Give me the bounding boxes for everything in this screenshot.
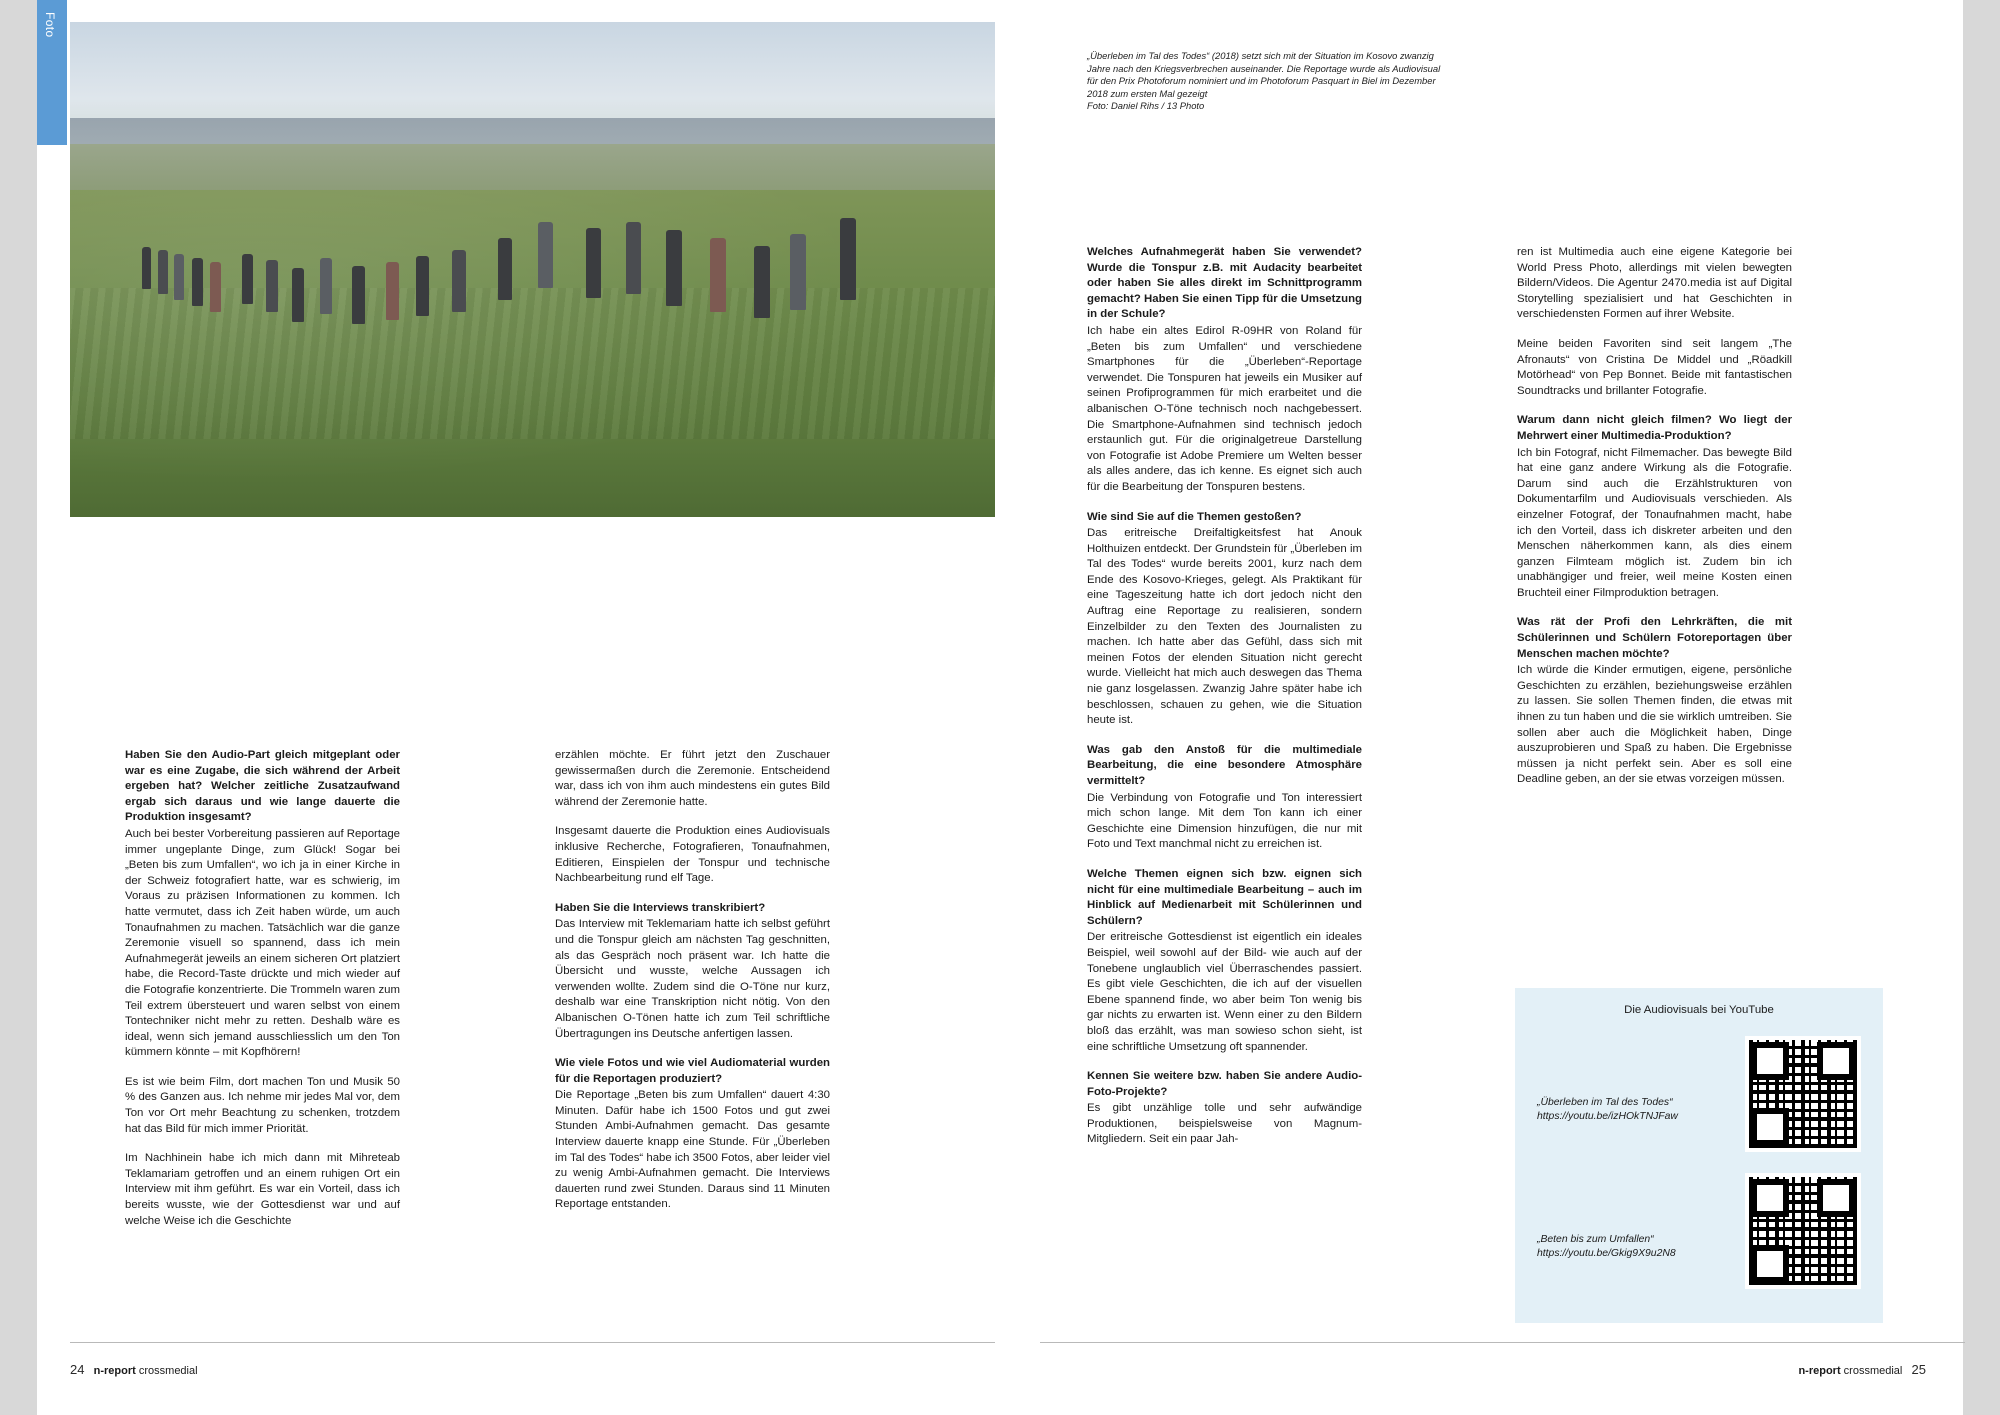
interview-answer: Der eritreische Gottesdienst ist eigentlich ein ideales Beispiel, weil sowohl auf der Bild- wie auch auf der Tonebene unglaublich viel Überraschendes passiert. Es gibt viele Geschichten, die ich auf der visuellen Ebene spannend finde, wo aber beim Ton wenig bis gar nichts zu erwarten ist. Wenn einer zu den Bildern bloß das erzählt, was man sowieso schon sieht, ist eine schriftliche Umsetzung oft spannender.: [1087, 931, 1362, 1053]
photo-person: [840, 218, 856, 300]
photo-person: [292, 268, 304, 322]
photo-caption: [1087, 50, 1447, 113]
interview-answer: Ich würde die Kinder ermutigen, eigene, persönliche Geschichten zu erzählen, beziehungsweise erzählen zu lassen. Sie sollen Themen finden, die etwas mit ihnen zu tun haben und die sie wirklich umtreiben. Sie sollen aber auch die Möglichkeit haben, Dinge auszuprobieren und Spaß zu haben. Die Ergebnisse müssen ja nicht perfekt sein. Aber es soll eine Deadline geben, an der sie etwas vorzeigen müssen.: [1517, 664, 1792, 786]
photo-person: [386, 262, 399, 320]
qr-code-beten[interactable]: [1745, 1173, 1861, 1289]
photo-person: [242, 254, 253, 304]
interview-answer: Das eritreische Dreifaltigkeitsfest hat Anouk Holthuizen entdeckt. Der Grundstein für „Überleben im Tal des Todes“ wurde bereits 2001, kurz nach dem Ende des Kosovo-Krieges, gelegt. Als Praktikant für eine Tageszeitung hatte ich dort jedoch nicht den Auftrag eine Reportage zu realisieren, sondern Einzelbilder zu den Texten des Journalisten zu machen. Ich hatte aber das Gefühl, dass sich mit meinen Fotos der elenden Situation nicht gerecht wurde. Vielleicht hat mich auch deswegen das Thema nie ganz losgelassen. Zwanzig Jahre später habe ich beschlossen, schauen zu gehen, wie die Situation heute ist.: [1087, 527, 1362, 727]
interview-answer: Ich bin Fotograf, nicht Filmemacher. Das bewegte Bild hat eine ganz andere Wirkung als die Fotografie. Darum sind auch die Erzählstrukturen von Dokumentarfilm und Audiovisuals verschieden. Als einzelner Fotograf, der Tonaufnahmen macht, habe ich den Vorteil, dass ich diskreter arbeiten und den Menschen näherkommen kann, als dies einem ganzen Filmteam möglich ist. Zudem bin ich unabhängiger und freier, weil meine Kosten einen Bruchteil einer Filmproduktion betragen.: [1517, 446, 1792, 599]
text-column-2: [555, 748, 830, 1227]
photo-caption-credit: Foto: Daniel Rihs / 13 Photo: [1087, 100, 1205, 112]
section-tab-label: Foto: [43, 12, 57, 38]
footer-brand-right: n-report: [1798, 1365, 1841, 1377]
footer-right: [1798, 1362, 1926, 1377]
youtube-link-1[interactable]: [1537, 1096, 1737, 1124]
footer-brand-left: n-report: [93, 1365, 136, 1377]
page-number-left: 24: [70, 1362, 85, 1377]
interview-question: Kennen Sie weitere bzw. haben Sie andere Audio-Foto-Projekte?: [1087, 1070, 1362, 1098]
photo-person: [586, 228, 601, 298]
interview-question: Was rät der Profi den Lehrkräften, die mit Schülerinnen und Schülern Fotoreportagen über Menschen machen möchte?: [1517, 616, 1792, 660]
footer-section-left: crossmedial: [138, 1365, 198, 1377]
photo-person: [210, 262, 221, 312]
photo-person: [416, 256, 429, 316]
photo-person: [174, 254, 184, 300]
photo-person: [666, 230, 682, 306]
footer-section-right: crossmedial: [1843, 1365, 1903, 1377]
interview-answer: erzählen möchte. Er führt jetzt den Zuschauer gewissermaßen durch die Zeremonie. Entscheidend war, dass ich von ihm auch mindestens ein gutes Bild während der Zeremonie hatte.: [555, 749, 830, 808]
interview-question: Wie sind Sie auf die Themen gestoßen?: [1087, 510, 1302, 523]
interview-answer: Es gibt unzählige tolle und sehr aufwändige Produktionen, beispielsweise von Magnum-Mitgliedern. Seit ein paar Jah-: [1087, 1102, 1362, 1146]
youtube-link-2-label: „Beten bis zum Umfallen“: [1537, 1234, 1654, 1245]
photo-person: [352, 266, 365, 324]
photo-person: [498, 238, 512, 300]
photo-person: [142, 247, 151, 289]
page-left: [37, 0, 1000, 1415]
youtube-box-title: Die Audiovisuals bei YouTube: [1624, 1004, 1774, 1016]
youtube-link-1-url: https://youtu.be/izHOkTNJFaw: [1537, 1111, 1678, 1122]
interview-question: Welches Aufnahmegerät haben Sie verwendet? Wurde die Tonspur z.B. mit Audacity bearbeitet oder haben Sie alles direkt im Schnittprogramm gemacht? Haben Sie einen Tipp für die Umsetzung in der Schule?: [1087, 246, 1362, 321]
footer-rule-right: [1040, 1342, 1965, 1343]
section-tab-foto: [37, 0, 67, 145]
youtube-link-1-label: „Überleben im Tal des Todes“: [1537, 1097, 1673, 1108]
qr-code-ueberleben[interactable]: [1745, 1036, 1861, 1152]
photo-person: [754, 246, 770, 318]
photo-person: [266, 260, 278, 312]
interview-answer: Die Verbindung von Fotografie und Ton interessiert mich schon lange. Mit dem Ton kann ich einer Geschichte eine Dimension hinzufügen, die nur mit Foto und Text manchmal nicht zu erreichen ist.: [1087, 791, 1362, 851]
page-number-right: 25: [1911, 1362, 1926, 1377]
youtube-box: [1515, 988, 1883, 1323]
interview-question: Welche Themen eignen sich bzw. eignen sich nicht für eine multimediale Bearbeitung – auch im Hinblick auf Medienarbeit mit Schülerinnen und Schülern?: [1087, 867, 1362, 927]
photo-person: [320, 258, 332, 314]
photo-field: [70, 190, 995, 517]
youtube-link-2[interactable]: [1537, 1233, 1737, 1261]
interview-question: Haben Sie die Interviews transkribiert?: [555, 901, 766, 914]
interview-answer: Ich habe ein altes Edirol R-09HR von Roland für „Beten bis zum Umfallen“ und verschiedene Smartphones für die „Überleben“-Reportage verwendet. Die Tonspuren hat jeweils ein Musiker auf seinen Profiprogrammen für mich erarbeitet und die albanischen O-Töne technisch noch nachgebessert. Die Smartphone-Aufnahmen sind technisch jedoch erstaunlich gut. Für die originalgetreue Darstellung von Fotografie ist Adobe Premiere um Welten besser als alles andere, das ich kenne. Es eignet sich auch für die Bearbeitung der Tonspuren bestens.: [1087, 324, 1362, 493]
interview-answer: Es ist wie beim Film, dort machen Ton und Musik 50 % des Ganzen aus. Ich nehme mir jedes Mal vor, dem Ton vor Ort mehr Beachtung zu schenken, trotzdem hat das Bild für mich immer Priorität.: [125, 1075, 400, 1135]
lead-photograph: [70, 22, 995, 517]
text-column-1: [125, 748, 400, 1243]
text-column-3: [1087, 245, 1362, 1162]
interview-question: Wie viele Fotos und wie viel Audiomaterial wurden für die Reportagen produziert?: [555, 1057, 830, 1085]
interview-answer: Meine beiden Favoriten sind seit langem „The Afronauts“ von Cristina De Middel und „Röadkill Motörhead“ von Pep Bonnet. Beide mit fantastischen Soundtracks und brillanter Fotografie.: [1517, 337, 1792, 397]
footer-left: [70, 1362, 198, 1377]
photo-person: [538, 222, 553, 288]
photo-person: [452, 250, 466, 312]
text-column-4: [1517, 245, 1792, 802]
photo-caption-text: „Überleben im Tal des Todes“ (2018) setzt sich mit der Situation im Kosovo zwanzig Jahre nach den Kriegsverbrechen auseinander. Die Reportage wurde als Audiovisual für den Prix Photoforum nominiert und im Photoforum Pasquart in Biel im Dezember 2018 zum ersten Mal gezeigt: [1087, 50, 1441, 99]
interview-answer: Insgesamt dauerte die Produktion eines Audiovisuals inklusive Recherche, Fotografieren, Tonaufnahmen, Editieren, Einspielen der Tonspur und technische Nachbearbeitung rund elf Tage.: [555, 825, 830, 885]
photo-person: [158, 250, 168, 294]
interview-question: Warum dann nicht gleich filmen? Wo liegt der Mehrwert einer Multimedia-Produktion?: [1517, 414, 1792, 442]
interview-question: Was gab den Anstoß für die multimediale Bearbeitung, die eine besondere Atmosphäre vermittelt?: [1087, 743, 1362, 787]
interview-answer: ren ist Multimedia auch eine eigene Kategorie bei World Press Photo, allerdings mit vielen bewegten Bildern/Videos. Die Agentur 2470.media ist auf Digital Storytelling spezialisiert und hat Geschichten in verschiedensten Formen auf ihrer Website.: [1517, 246, 1792, 321]
interview-answer: Im Nachhinein habe ich mich dann mit Mihreteab Teklamariam getroffen und an einem ruhigen Ort ein Interview mit ihm geführt. Es war ein Vorteil, dass ich bereits wusste, wie der Gottesdienst war und auf welche Weise ich die Geschichte: [125, 1152, 400, 1227]
footer-rule-left: [70, 1342, 995, 1343]
interview-answer: Auch bei bester Vorbereitung passieren auf Reportage immer ungeplante Dinge, zum Glück! Sogar bei „Beten bis zum Umfallen“, wo ich ja in einer Kirche in der Schweiz fotografiert hatte, war es schwierig, im Voraus zu präzisen Informationen zu kommen. Ich hatte vermutet, dass ich Zeit haben würde, um auch Tonaufnahmen zu machen. Tatsächlich war die ganze Zeremonie visuell so spannend, dass ich mein Aufnahmegerät jeweils an einem sicheren Ort platziert habe, die Record-Taste drückte und mich wieder auf die Fotografie konzentrierte. Die Trommeln waren zum Teil extrem übersteuert und waren selbst von einem Tontechniker nicht mehr zu retten. Deshalb wäre es ideal, wenn sich jemand ausschliesslich um den Ton kümmern könnte – mit Kopfhörern!: [125, 827, 400, 1059]
photo-person: [626, 222, 641, 294]
interview-question: Haben Sie den Audio-Part gleich mitgeplant oder war es eine Zugabe, die sich während der Arbeit ergeben hat? Welcher zeitliche Zusatzaufwand ergab sich daraus und wie lange dauerte die Produktion insgesamt?: [125, 749, 400, 824]
youtube-link-2-url: https://youtu.be/Gkig9X9u2N8: [1537, 1248, 1676, 1259]
photo-person: [790, 234, 806, 310]
interview-answer: Die Reportage „Beten bis zum Umfallen“ dauert 4:30 Minuten. Dafür habe ich 1500 Fotos und gut zwei Stunden Ambi-Aufnahmen gemacht. Das gesamte Interview dauerte knapp eine Stunde. Für „Überleben im Tal des Todes“ habe ich 3500 Fotos, aber leider viel zu wenig Ambi-Aufnahmen gemacht. Die Interviews dauerten rund zwei Stunden. Daraus sind 11 Minuten Reportage entstanden.: [555, 1089, 831, 1211]
photo-person: [710, 238, 726, 312]
interview-answer: Das Interview mit Teklemariam hatte ich selbst geführt und die Tonspur gleich am nächsten Tag geschnitten, als das Gespräch noch präsent war. Ich hatte die Übersicht und wusste, welche Aussagen ich verwenden wollte. Zudem sind die O-Töne nur kurz, deshalb war eine Transkription nicht nötig. Von den Albanischen O-Tönen hatte ich zum Teil schriftliche Übertragungen ins Deutsche anfertigen lassen.: [555, 918, 830, 1040]
photo-person: [192, 258, 203, 306]
